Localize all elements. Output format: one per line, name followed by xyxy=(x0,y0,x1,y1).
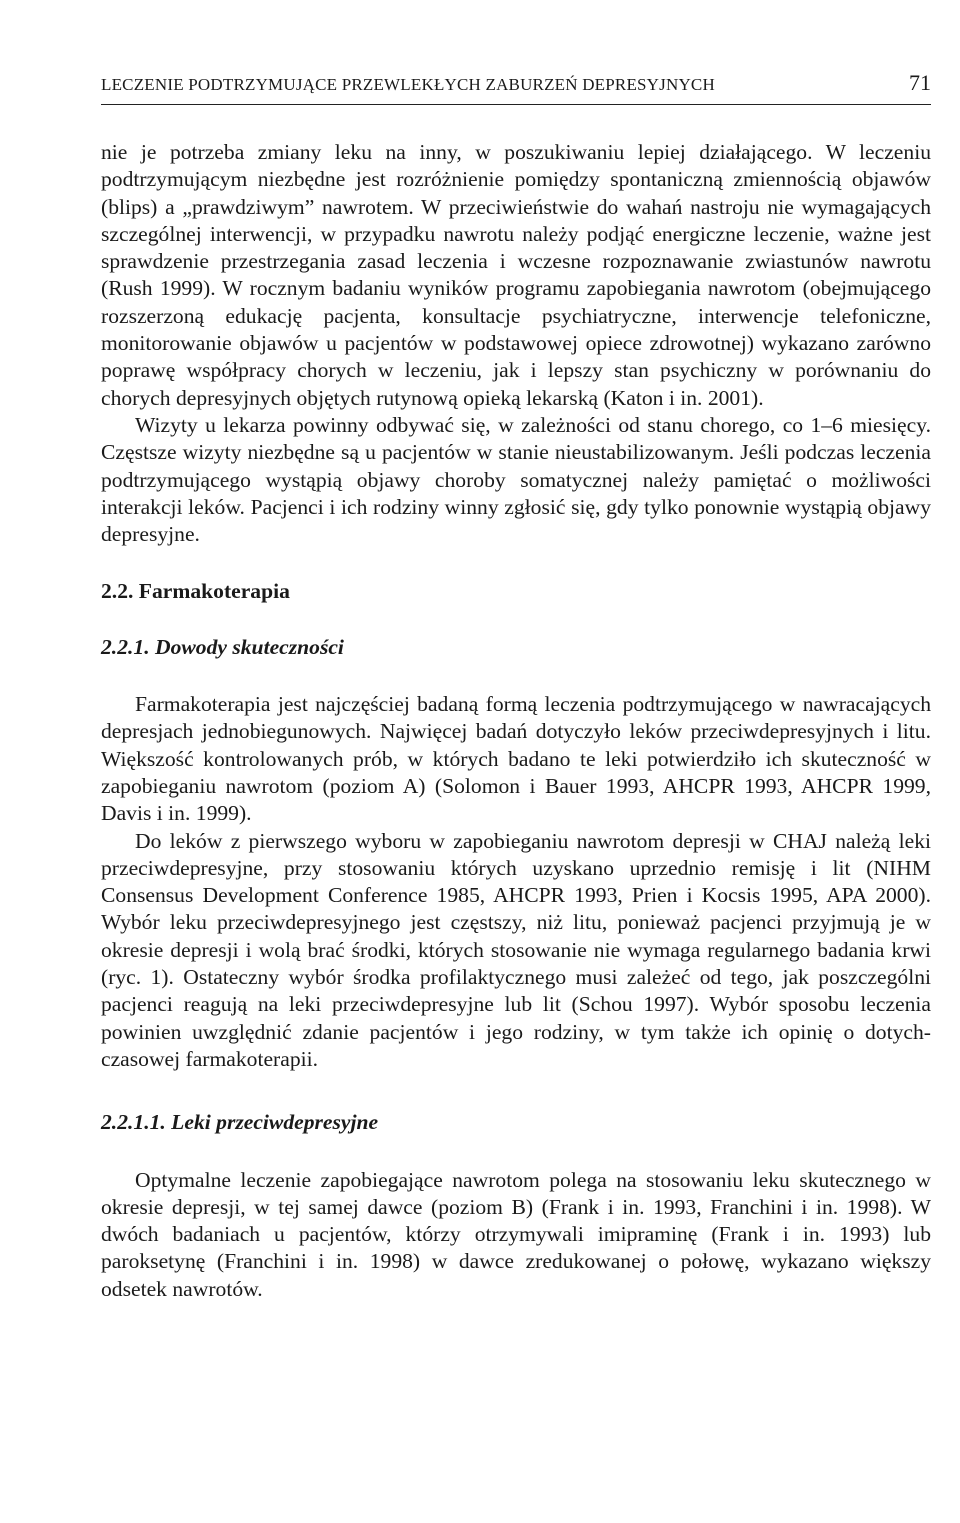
paragraph: Farmakoterapia jest najczęściej badaną formą leczenia podtrzymującego w nawracających depresjach jednobiegunowych. Najwięcej badań dotyczyło leków przeciwdepresyjnych i litu. Większość kontrolowanych prób, w których badano te leki potwierdziło ich skuteczność w zapobieganiu nawrotom (poziom A) (Solomon i Bauer 1993, AHCPR 1993, AHCPR 1999, Davis i in. 1999). xyxy=(101,692,931,826)
paragraph: nie je potrzeba zmiany leku na inny, w poszukiwaniu lepiej działającego. W leczeniu podtrzymującym niezbędne jest rozróżnienie pomiędzy spontaniczną zmiennością objawów (blips) a „prawdziwym” nawrotem. W przeciwieństwie do wahań nastroju nie wymagających szczególnej interwencji, w przypadku nawrotu należy podjąć energiczne leczenie, ważne jest sprawdzenie przestrzegania zasad leczenia i wczesne rozpoznawanie zwiastunów nawrotu (Rush 1999). W rocznym badaniu wyników programu zapobiegania nawrotom (obejmującego rozszerzoną edukację pacjenta, konsultacje psychiatryczne, interwencje telefoniczne, monitorowanie objawów u pacjentów w podstawowej opiece zdrowotnej) wykazano zarówno poprawę współpracy chorych w leczeniu, jak i lepszy stan psychiczny w porównaniu do chorych depresyjnych objętych rutynową opieką lekarską (Katon i in. 2001). xyxy=(101,140,931,410)
body-text xyxy=(101,139,931,1303)
page-number: 71 xyxy=(909,70,931,95)
section-heading: 2.2. Farmakoterapia xyxy=(101,579,290,604)
paragraph: Wizyty u lekarza powinny odbywać się, w zależności od stanu chorego, co 1–6 miesięcy. Częstsze wizyty niezbędne są u pacjentów w stanie nieustabilizowanym. Jeśli podczas leczenia podtrzymującego wystąpią objawy choroby somatycznej należy pamiętać o możliwości interakcji leków. Pacjenci i ich rodziny winny zgłosić się, gdy tylko ponownie wystąpią objawy depresyjne. xyxy=(101,412,931,547)
running-header xyxy=(101,70,931,105)
subsection-heading: 2.2.1. Dowody skuteczności xyxy=(101,634,344,659)
document-page xyxy=(101,70,931,1303)
running-title: LECZENIE PODTRZYMUJĄCE PRZEWLEKŁYCH ZABURZEŃ DEPRESYJNYCH xyxy=(101,75,715,94)
paragraph: Optymalne leczenie zapobiegające nawrotom polega na stosowaniu leku skutecznego w okresie depresji, w tej samej dawce (poziom B) (Frank i in. 1993, Franchini i in. 1998). W dwóch badaniach u pacjentów, którzy otrzymywali imipraminę (Frank i in. 1993) lub paroksetynę (Franchini i in. 1998) w dawce zredukowanej o połowę, wykazano większy odsetek nawrotów. xyxy=(101,1167,931,1301)
subsubsection-heading: 2.2.1.1. Leki przeciwdepresyjne xyxy=(101,1110,379,1135)
paragraph: Do leków z pierwszego wyboru w zapobieganiu nawrotom depresji w CHAJ należą leki przeciwdepresyjne, przy stosowaniu których uzyskano uprzednio remisję i lit (NIHM Consensus Development Conference 1985, AHCPR 1993, Prien i Kocsis 1995, APA 2000). Wybór leku przeciwdepresyjnego jest częstszy, niż litu, ponieważ pacjenci przyjmują je w okresie depresji i wolą brać środki, których stosowanie nie wymaga regularnego badania krwi (ryc. 1). Ostateczny wybór środka profilaktycznego musi zależeć od tego, jak poszczególni pacjenci reagują na leki przeciwdepresyjne lub lit (Schou 1997). Wybór sposobu leczenia powinien uwzględnić zdanie pacjentów i jego rodziny, w tym także ich opinię o dotychczasowej farmakoterapii. xyxy=(101,828,931,1071)
